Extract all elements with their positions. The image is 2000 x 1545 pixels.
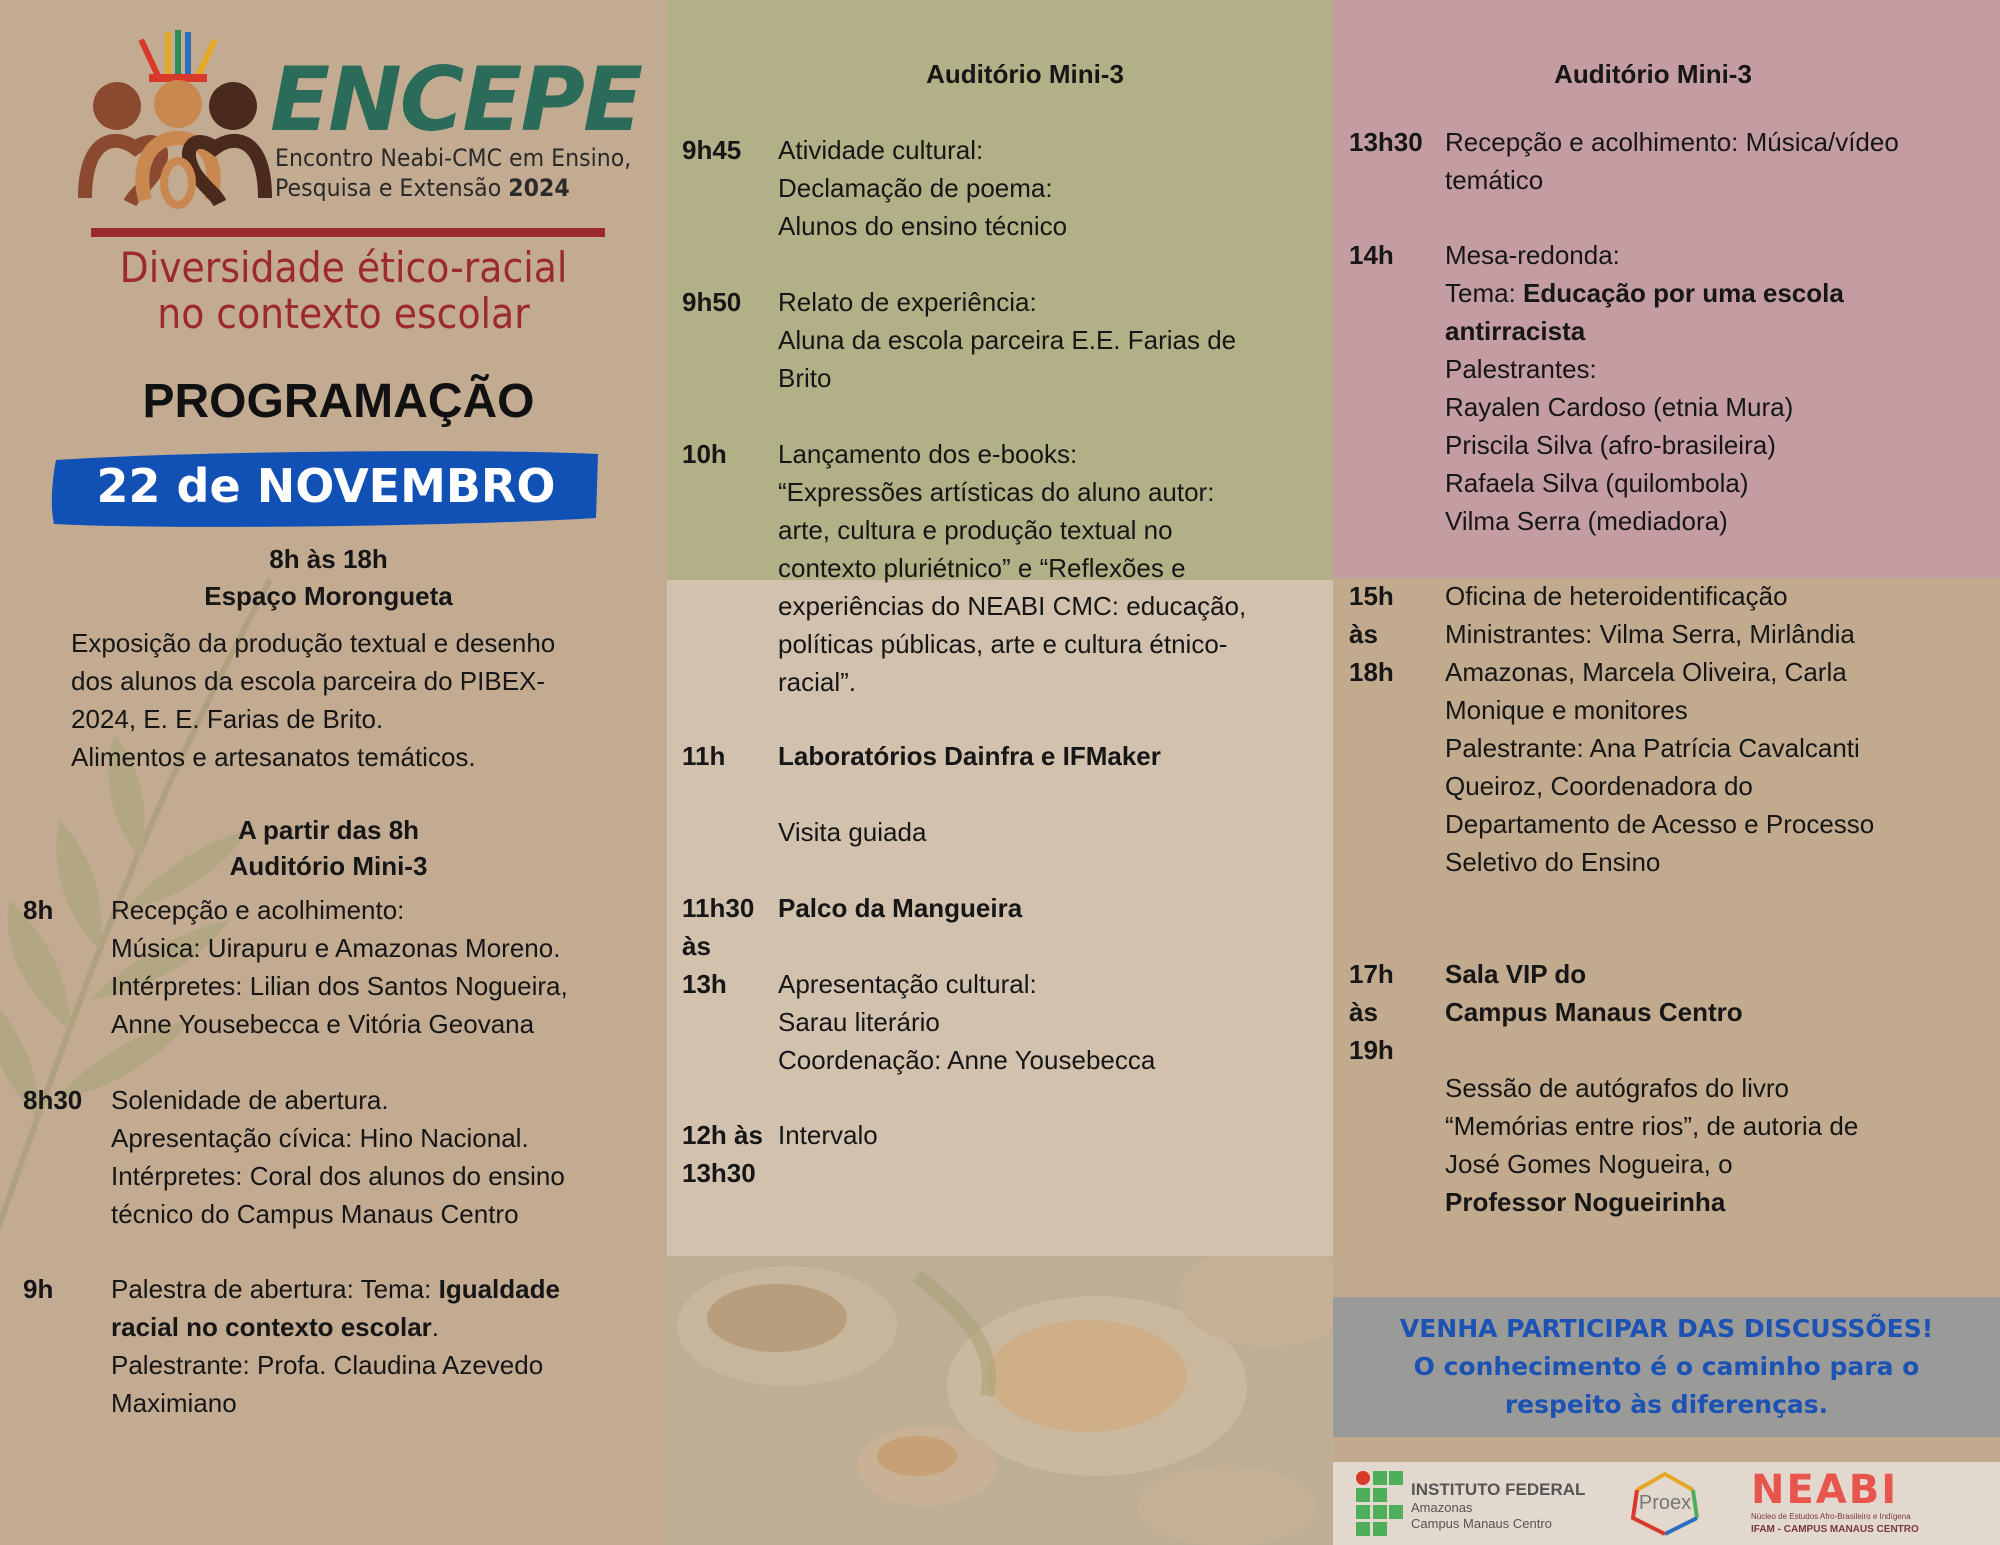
if-sub: Amazonas [1411, 1500, 1473, 1515]
schedule-time: 8h [23, 895, 54, 925]
encepe-logo [75, 28, 642, 243]
schedule-time: 17h às 19h [1349, 959, 1394, 1065]
footer-logos [1333, 1462, 2000, 1545]
if-grid-icon [1355, 1470, 1403, 1536]
schedule-time: 11h [682, 741, 726, 771]
session-time: A partir das 8h [237, 815, 420, 845]
expo-header [0, 541, 662, 615]
schedule-time: 9h50 [682, 287, 742, 317]
if-sub: Campus Manaus Centro [1411, 1516, 1552, 1531]
logo-divider [91, 228, 605, 237]
schedule-item [1349, 123, 1899, 199]
schedule-item [23, 891, 568, 1043]
schedule-description: Atividade cultural: Declamação de poema: Alunos do ensino técnico [778, 135, 1068, 241]
schedule-item [682, 889, 1155, 1079]
if-logo [1355, 1470, 1595, 1538]
column-heading: Auditório Mini-3 [926, 59, 1124, 89]
proex-label: Proex [1638, 1492, 1692, 1514]
session-header [0, 812, 662, 884]
if-name: INSTITUTO FEDERAL [1411, 1480, 1586, 1499]
expo-line: dos alunos da escola parceira do PIBEX- [71, 666, 546, 696]
schedule-time: 11h30 às 13h [682, 893, 755, 999]
schedule-description: Relato de experiência: Aluna da escola parceira E.E. Farias de Brito [778, 287, 1237, 393]
neabi-logo [1751, 1468, 1991, 1540]
neabi-sub: Núcleo de Estudos Afro-Brasileiro e Indígena [1751, 1512, 1911, 1521]
cta-line: O conhecimento é o caminho para o [1413, 1352, 1920, 1381]
schedule-description: Lançamento dos e-books: “Expressões artísticas do aluno autor: arte, cultura e produção textual no contexto pluriétnico” e “Reflexões e experiências do NEABI CMC: educação, políticas públicas, arte e cultura étnico- racial”. [778, 439, 1247, 697]
neabi-wordmark: NEABI [1751, 1467, 1899, 1513]
cta-line: respeito às diferenças. [1504, 1390, 1829, 1419]
schedule-description: Sala VIP do Campus Manaus Centro Sessão de autógrafos do livro “Memórias entre rios”, de autoria de José Gomes Nogueira, o Professor Nogueirinha [1445, 959, 1859, 1217]
expo-line: Exposição da produção textual e desenho [71, 628, 556, 658]
schedule-description: Palco da Mangueira Apresentação cultural: Sarau literário Coordenação: Anne Yousebecca [778, 893, 1156, 1075]
schedule-description: Recepção e acolhimento: Música/vídeo temático [1445, 127, 1899, 195]
people-emblem-icon [75, 28, 275, 218]
expo-time: 8h às 18h [269, 544, 388, 574]
middle-column [667, 0, 1333, 1545]
expo-line: 2024, E. E. Farias de Brito. [71, 704, 384, 734]
schedule-item [23, 1081, 565, 1233]
event-theme [10, 245, 667, 337]
schedule-item [682, 283, 1236, 397]
schedule-item [23, 1270, 560, 1422]
event-theme-line-1: Diversidade ético-racial [119, 243, 568, 292]
schedule-item [682, 131, 1067, 245]
schedule-description: Solenidade de abertura. Apresentação cívica: Hino Nacional. Intérpretes: Coral dos alunos do ensino técnico do Campus Manaus Centro [111, 1085, 565, 1229]
schedule-description: Oficina de heteroidentificação Ministrantes: Vilma Serra, Mirlândia Amazonas, Marcela Oliveira, Carla Monique e monitores Palestrante: Ana Patrícia Cavalcanti Queiroz, Coordenadora do Departamento de Acesso e Processo Seletivo do Ensino [1445, 581, 1875, 877]
logo-subtitle [275, 143, 631, 203]
schedule-time: 12h às 13h30 [682, 1120, 763, 1188]
date-banner [50, 446, 602, 530]
expo-place: Espaço Morongueta [204, 581, 453, 611]
right-column [1333, 0, 2000, 1545]
logo-year: 2024 [508, 174, 570, 202]
schedule-description: Laboratórios Dainfra e IFMaker Visita guiada [778, 741, 1161, 847]
event-theme-line-2: no contexto escolar [157, 289, 530, 338]
schedule-description: Intervalo [778, 1120, 878, 1150]
schedule-time: 9h [23, 1274, 54, 1304]
schedule-description: Palestra de abertura: Tema: Igualdade racial no contexto escolar. Palestrante: Profa. Claudina Azevedo Maximiano [111, 1274, 560, 1418]
logo-subtitle-line-2: Pesquisa e Extensão 2024 [275, 174, 570, 202]
schedule-time: 8h30 [23, 1085, 83, 1115]
program-title: PROGRAMAÇÃO [142, 375, 535, 428]
expo-description [71, 624, 555, 776]
schedule-item [682, 435, 1246, 701]
schedule-description: Recepção e acolhimento: Música: Uirapuru e Amazonas Moreno. Intérpretes: Lilian dos Santos Nogueira, Anne Yousebecca e Vitória Geovana [111, 895, 568, 1039]
schedule-time: 13h30 [1349, 127, 1423, 157]
call-to-action [1333, 1297, 2000, 1437]
proex-logo [1625, 1470, 1705, 1538]
schedule-time: 9h45 [682, 135, 742, 165]
cta-line: VENHA PARTICIPAR DAS DISCUSSÕES! [1399, 1314, 1934, 1343]
logo-wordmark: ENCEPE [270, 48, 642, 151]
schedule-time: 10h [682, 439, 727, 469]
neabi-sub: IFAM - CAMPUS MANAUS CENTRO [1751, 1524, 1919, 1535]
expo-line: Alimentos e artesanatos temáticos. [71, 742, 476, 772]
schedule-time: 14h [1349, 240, 1394, 270]
schedule-item [1349, 577, 1874, 881]
food-photo-area [667, 1256, 1333, 1545]
left-column [0, 0, 667, 1545]
schedule-item [682, 1116, 878, 1192]
schedule-item [1349, 236, 1844, 540]
schedule-description: Mesa-redonda: Tema: Educação por uma escola antirracista Palestrantes: Rayalen Cardoso (etnia Mura) Priscila Silva (afro-brasileira) Rafaela Silva (quilombola) Vilma Serra (mediadora) [1445, 240, 1844, 536]
logo-subtitle-line-1: Encontro Neabi-CMC em Ensino, [275, 144, 632, 172]
session-place: Auditório Mini-3 [229, 851, 428, 881]
date-banner-label: 22 de NOVEMBRO [96, 459, 556, 513]
schedule-item [682, 737, 1161, 851]
schedule-time: 15h às 18h [1349, 581, 1394, 687]
column-heading: Auditório Mini-3 [1554, 59, 1752, 89]
schedule-item [1349, 955, 1858, 1221]
